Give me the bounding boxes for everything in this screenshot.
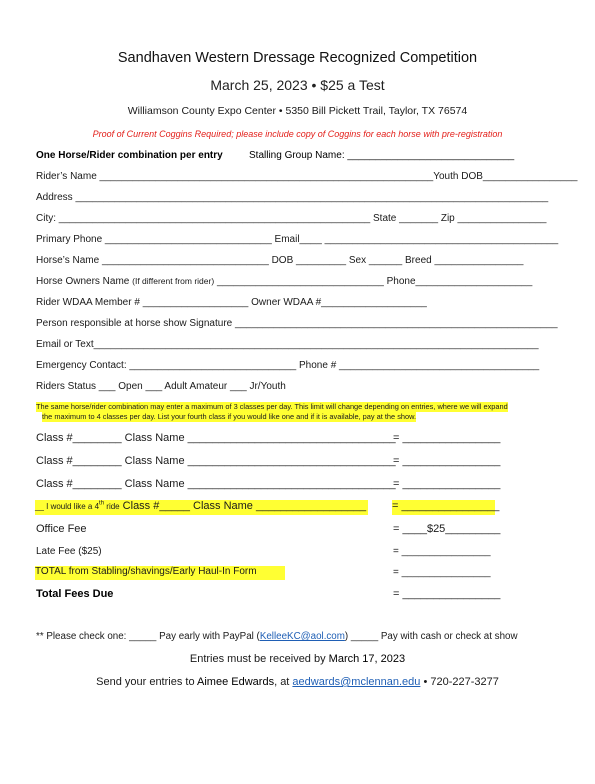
office-fee-value: = ____$25_________ bbox=[393, 523, 501, 535]
coggins-note: Proof of Current Coggins Required; please include copy of Coggins for each horse with pre-registration bbox=[92, 129, 503, 139]
send-email-link[interactable]: aedwards@mclennan.edu bbox=[292, 676, 421, 688]
responsible-person-field[interactable]: Person responsible at horse show Signature __________________________________________________________ bbox=[36, 318, 558, 329]
venue-address: Williamson County Expo Center • 5350 Bill Pickett Trail, Taylor, TX 76574 bbox=[127, 105, 468, 117]
payment-options bbox=[36, 631, 518, 642]
fourth-class-fields: Class #_____ Class Name __________________ bbox=[119, 500, 367, 512]
stabling-total-label: TOTAL from Stabling/shavings/Early Haul-In Form bbox=[35, 566, 285, 580]
emergency-contact-field[interactable]: Emergency Contact: ______________________________ Phone # ____________________________________ bbox=[36, 360, 540, 371]
send-phone: • 720-227-3277 bbox=[420, 676, 499, 688]
class-fee-field[interactable]: = ________________ bbox=[393, 455, 501, 467]
total-fees-label: Total Fees Due bbox=[36, 588, 114, 600]
office-fee-label: Office Fee bbox=[36, 523, 87, 535]
city-state-zip-field[interactable]: City: ________________________________________________________ State _______ Zip ________________ bbox=[36, 213, 547, 224]
combination-heading: One Horse/Rider combination per entry bbox=[36, 150, 223, 161]
fourth-ride-label: __ I would like a 4 bbox=[35, 502, 100, 511]
stalling-group-field[interactable]: Stalling Group Name: ______________________________ bbox=[249, 150, 515, 161]
owners-rest: ______________________________ Phone_____________________ bbox=[214, 276, 533, 287]
rider-name-field[interactable]: Rider’s Name ____________________________________________________________Youth DOB_________________ bbox=[36, 171, 578, 182]
send-name: Aimee Edwards bbox=[197, 676, 275, 688]
stabling-total-field[interactable]: = ________________ bbox=[393, 567, 491, 578]
form-title: Sandhaven Western Dressage Recognized Competition bbox=[117, 50, 478, 66]
class-row[interactable]: Class #________ Class Name __________________________________ bbox=[36, 455, 396, 467]
horse-owners-field[interactable] bbox=[36, 276, 532, 287]
address-field[interactable]: Address _____________________________________________________________________________________ bbox=[36, 192, 549, 203]
total-fees-field[interactable]: = ________________ bbox=[393, 588, 501, 600]
horse-info-field[interactable]: Horse’s Name ______________________________ DOB _________ Sex ______ Breed ________________ bbox=[36, 255, 524, 266]
late-fee-field[interactable]: = ________________ bbox=[393, 546, 491, 557]
fourth-ride-label-end: ride bbox=[104, 502, 120, 511]
riders-status-field[interactable]: Riders Status ___ Open ___ Adult Amateur ___ Jr/Youth bbox=[36, 381, 286, 392]
send-mid: , at bbox=[274, 676, 293, 688]
email-text-field[interactable]: Email or Text________________________________________________________________________________ bbox=[36, 339, 539, 350]
send-text: Send your entries to bbox=[96, 676, 198, 688]
class-row[interactable]: Class #________ Class Name __________________________________ bbox=[36, 432, 396, 444]
wdaa-member-field[interactable]: Rider WDAA Member # ___________________ Owner WDAA #___________________ bbox=[36, 297, 427, 308]
owners-label: Horse Owners Name bbox=[36, 276, 130, 287]
class-fee-field[interactable]: = ________________ bbox=[393, 432, 501, 444]
payment-prefix: ** Please check one: _____ Pay early with PayPal ( bbox=[36, 631, 260, 642]
phone-email-field[interactable]: Primary Phone ______________________________ Email____ __________________________________________ bbox=[36, 234, 559, 245]
notice-line-2: the maximum to 4 classes per day. List your fourth class if you would like one and if it is available, pay at the show. bbox=[42, 412, 417, 421]
class-fee-field[interactable]: = ________________ bbox=[393, 478, 501, 490]
send-entries bbox=[0, 676, 595, 688]
entries-deadline bbox=[0, 653, 595, 665]
owners-paren: (If different from rider) bbox=[132, 276, 215, 286]
deadline-text: Entries must be received by bbox=[189, 653, 329, 665]
notice-line-1: The same horse/rider combination may enter a maximum of 3 classes per day. This limit will change depending on entries, where we will expand bbox=[36, 402, 508, 411]
fourth-class-fee-field[interactable]: = ________________ bbox=[392, 500, 495, 515]
deadline-date: March 17, 2023 bbox=[328, 653, 406, 665]
event-date: March 25, 2023 • $25 a Test bbox=[210, 77, 385, 93]
paypal-email-link[interactable]: KelleeKC@aol.com bbox=[259, 631, 345, 642]
class-row[interactable]: Class #________ Class Name __________________________________ bbox=[36, 478, 396, 490]
payment-suffix: ) _____ Pay with cash or check at show bbox=[344, 631, 518, 642]
class-limit-notice bbox=[36, 402, 508, 422]
fourth-class-row[interactable] bbox=[35, 500, 368, 515]
late-fee-label: Late Fee ($25) bbox=[36, 546, 102, 557]
fourth-ride-sup: th bbox=[99, 500, 105, 507]
